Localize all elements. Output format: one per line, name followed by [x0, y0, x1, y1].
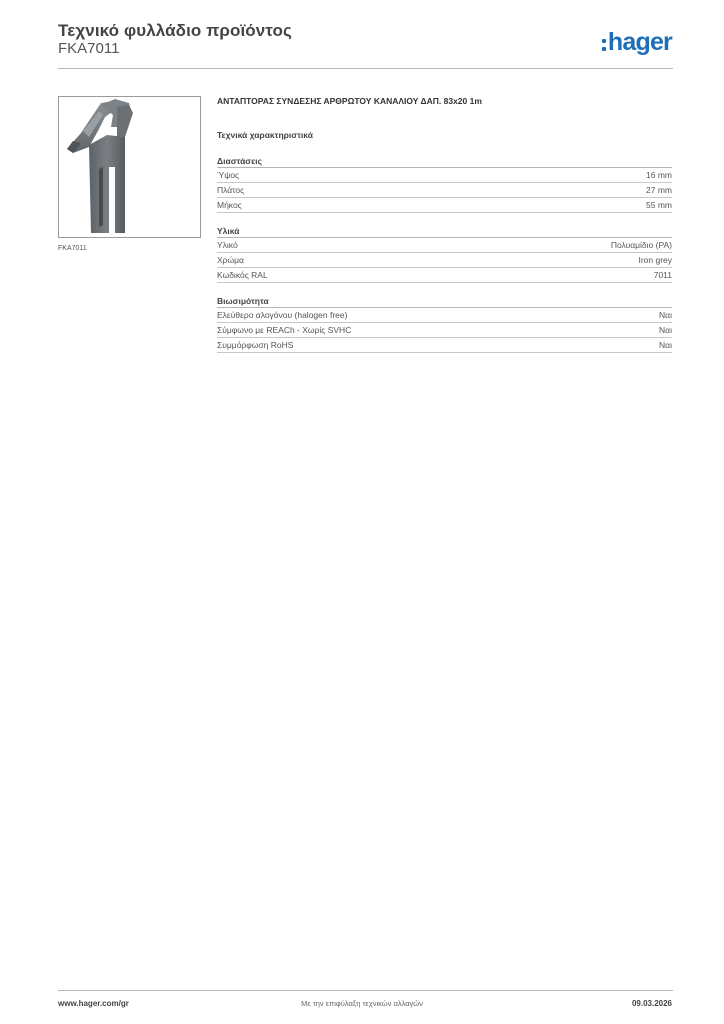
- spec-value: 55 mm: [646, 200, 672, 210]
- spec-label: Ελεύθερο αλογόνου (halogen free): [217, 310, 348, 320]
- spec-label: Μήκος: [217, 200, 242, 210]
- footer-date: 09.03.2026: [631, 999, 672, 1008]
- spec-value: 7011: [653, 270, 672, 280]
- spec-group-title: Διαστάσεις: [217, 155, 672, 168]
- spec-group-title: Υλικά: [217, 225, 672, 238]
- spec-row: [217, 183, 672, 198]
- logo-text: hager: [607, 27, 672, 56]
- spec-label: Χρώμα: [217, 255, 244, 265]
- spec-value: Iron grey: [638, 255, 672, 265]
- footer-note: Με την επιφύλαξη τεχνικών αλλαγών: [301, 999, 423, 1008]
- spec-row: [217, 268, 672, 283]
- spec-value: 27 mm: [646, 185, 672, 195]
- spec-group-sustainability: [217, 295, 672, 353]
- spec-row: [217, 168, 672, 183]
- spec-value: Ναι: [659, 310, 672, 320]
- spec-label: Κωδικός RAL: [217, 270, 268, 280]
- logo-colon-icon: [602, 39, 606, 51]
- spec-row: [217, 198, 672, 213]
- product-image: [58, 96, 201, 238]
- spec-group-title: Βιωσιμότητα: [217, 295, 672, 308]
- spec-row: [217, 323, 672, 338]
- footer-website-link[interactable]: www.hager.com/gr: [58, 999, 129, 1008]
- image-caption: FKA7011: [58, 245, 87, 252]
- footer-divider: [58, 990, 673, 991]
- spec-label: Συμμόρφωση RoHS: [217, 340, 294, 350]
- spec-row: [217, 338, 672, 353]
- spec-group-dimensions: [217, 155, 672, 213]
- spec-row: [217, 238, 672, 253]
- spec-sheet: [217, 95, 672, 353]
- hager-logo: [602, 28, 672, 56]
- spec-value: Πολυαμίδιο (PA): [610, 240, 672, 250]
- spec-value: Ναι: [659, 340, 672, 350]
- spec-label: Ύψος: [217, 170, 240, 180]
- spec-group-materials: [217, 225, 672, 283]
- spec-value: 16 mm: [646, 170, 672, 180]
- spec-row: [217, 308, 672, 323]
- spec-label: Πλάτος: [217, 185, 245, 195]
- header-divider: [58, 68, 673, 69]
- spec-label: Υλικό: [217, 240, 238, 250]
- product-code: FKA7011: [58, 40, 120, 57]
- product-title: ΑΝΤΑΠΤΟΡΑΣ ΣΥΝΔΕΣΗΣ ΑΡΘΡΩΤΟΥ ΚΑΝΑΛΙΟΥ ΔΑΠ. 83x20 1m: [217, 96, 482, 106]
- spec-row: [217, 253, 672, 268]
- page-title: Τεχνικό φυλλάδιο προϊόντος: [58, 21, 292, 40]
- spec-label: Σύμφωνο με REACh - Χωρίς SVHC: [217, 325, 352, 335]
- specs-heading: Τεχνικά χαρακτηριστικά: [217, 130, 313, 140]
- connector-clip-icon: [59, 97, 200, 237]
- spec-value: Ναι: [659, 325, 672, 335]
